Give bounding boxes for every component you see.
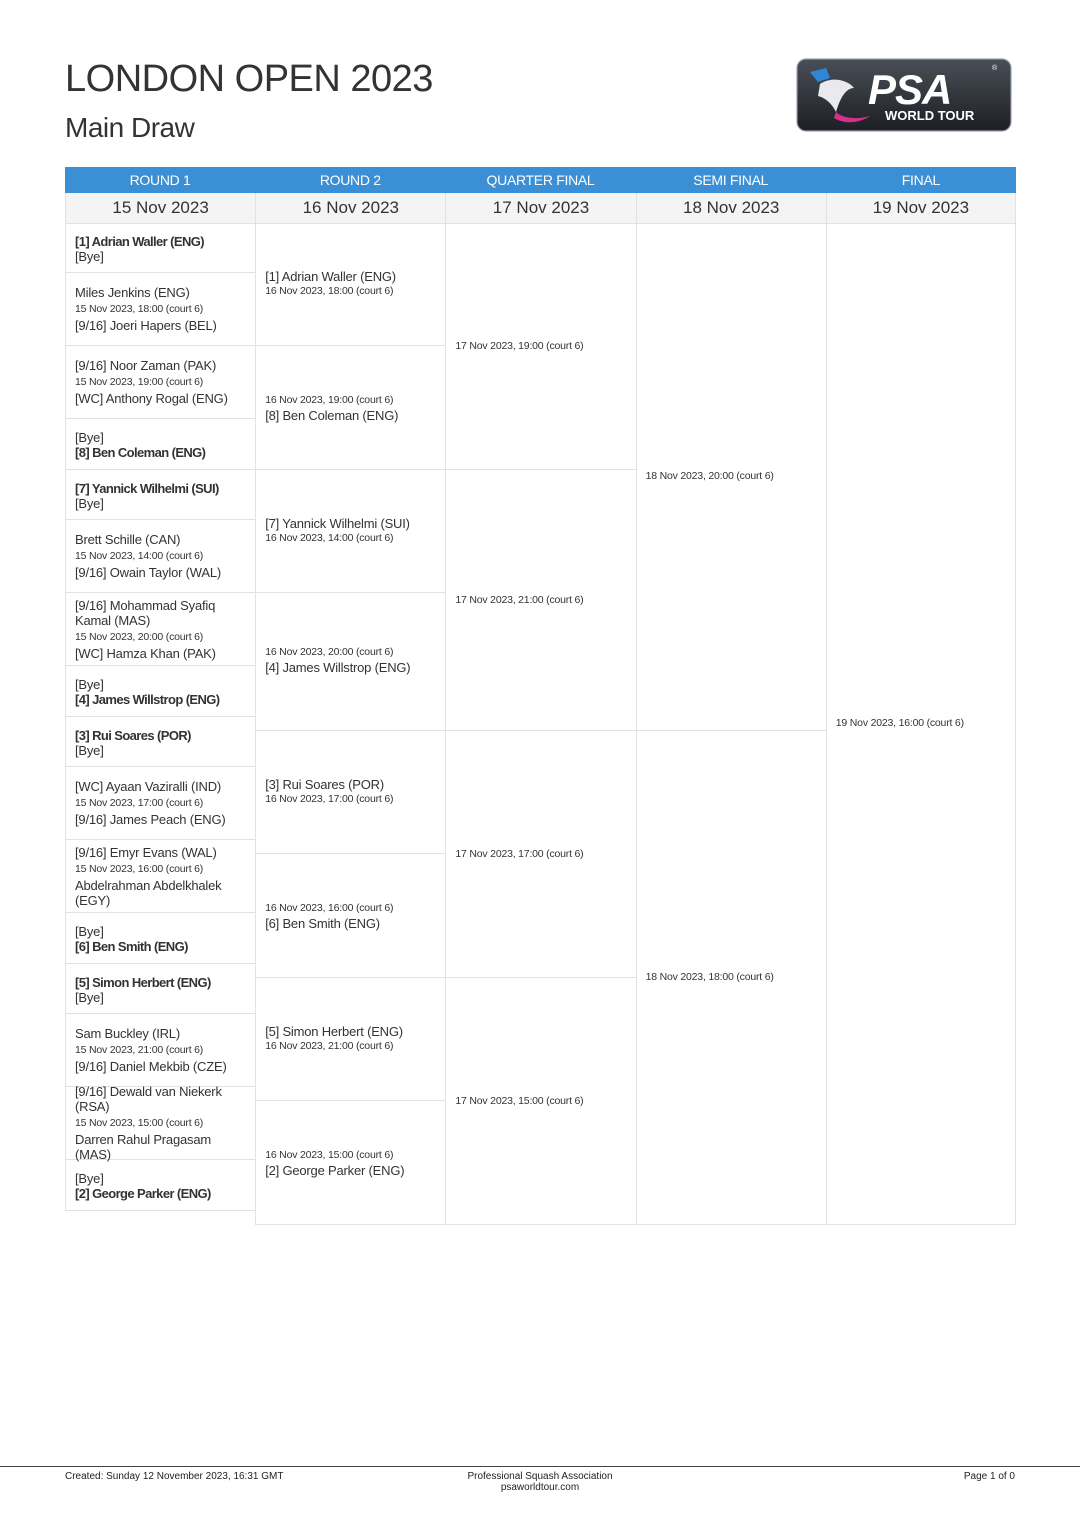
round2-match bbox=[255, 854, 445, 978]
psa-world-tour-logo bbox=[796, 58, 1012, 132]
player-name: [6] Ben Smith (ENG) bbox=[265, 916, 380, 932]
footer-org-name: Professional Squash Association bbox=[467, 1471, 613, 1482]
match-schedule: 16 Nov 2023, 16:00 (court 6) bbox=[265, 902, 394, 915]
round1-match bbox=[65, 419, 255, 470]
logo-registered-mark: ® bbox=[992, 65, 998, 72]
round1-match bbox=[65, 1084, 255, 1162]
bye-label: [Bye] bbox=[75, 990, 104, 1005]
round1-match bbox=[65, 666, 255, 717]
round2-match bbox=[255, 1101, 445, 1225]
page-title: LONDON OPEN 2023 bbox=[65, 58, 433, 100]
footer-created: Created: Sunday 12 November 2023, 16:31 GMT bbox=[65, 1471, 284, 1482]
player-name: [4] James Willstrop (ENG) bbox=[265, 660, 411, 676]
match-schedule: 17 Nov 2023, 15:00 (court 6) bbox=[455, 1094, 584, 1107]
round-date: 17 Nov 2023 bbox=[445, 193, 635, 223]
match-schedule: 16 Nov 2023, 15:00 (court 6) bbox=[265, 1149, 394, 1162]
player-name: [2] George Parker (ENG) bbox=[265, 1163, 405, 1179]
round2-match bbox=[255, 593, 445, 731]
round-label: FINAL bbox=[901, 172, 940, 188]
player-name-seeded: [1] Adrian Waller (ENG) bbox=[75, 234, 204, 249]
match-schedule: 16 Nov 2023, 21:00 (court 6) bbox=[265, 1040, 394, 1052]
player-name: [9/16] Noor Zaman (PAK) bbox=[75, 358, 217, 373]
player-name: [3] Rui Soares (POR) bbox=[265, 777, 385, 792]
round2-match bbox=[255, 470, 445, 593]
round1-match bbox=[65, 273, 255, 346]
quarter-final-match bbox=[445, 470, 635, 731]
round-date: 16 Nov 2023 bbox=[255, 193, 445, 223]
match-schedule: 17 Nov 2023, 21:00 (court 6) bbox=[455, 593, 584, 606]
round-date: 18 Nov 2023 bbox=[636, 193, 826, 223]
logo-sub-text: WORLD TOUR bbox=[885, 108, 975, 123]
round1-match bbox=[65, 767, 255, 840]
round-label: SEMI FINAL bbox=[693, 172, 769, 188]
round1-match bbox=[65, 1014, 255, 1087]
match-schedule: 15 Nov 2023, 20:00 (court 6) bbox=[75, 630, 204, 643]
player-name: [9/16] Emyr Evans (WAL) bbox=[75, 844, 217, 860]
round1-match bbox=[65, 1160, 255, 1211]
bye-label: [Bye] bbox=[75, 677, 104, 692]
round2-match bbox=[255, 978, 445, 1101]
footer-website: psaworldtour.com bbox=[500, 1482, 580, 1493]
footer-organisation bbox=[390, 1471, 690, 1493]
match-schedule: 18 Nov 2023, 20:00 (court 6) bbox=[645, 470, 774, 482]
round1-match bbox=[65, 840, 255, 913]
player-name-seeded: [7] Yannick Wilhelmi (SUI) bbox=[75, 481, 219, 496]
round2-match bbox=[255, 223, 445, 346]
player-name: [9/16] James Peach (ENG) bbox=[75, 812, 226, 827]
quarter-final-match bbox=[445, 731, 635, 978]
player-name-seeded: [6] Ben Smith (ENG) bbox=[75, 939, 188, 954]
round-date-row bbox=[65, 193, 1016, 224]
round1-match bbox=[65, 964, 255, 1014]
match-schedule: 15 Nov 2023, 15:00 (court 6) bbox=[75, 1117, 204, 1129]
player-name: [WC] Anthony Rogal (ENG) bbox=[75, 391, 228, 406]
player-name: Darren Rahul Pragasam (MAS) bbox=[75, 1132, 211, 1162]
player-name-seeded: [3] Rui Soares (POR) bbox=[75, 728, 191, 743]
player-name: [WC] Ayaan Vaziralli (IND) bbox=[75, 779, 222, 794]
round2-match bbox=[255, 731, 445, 854]
quarter-final-match bbox=[445, 978, 635, 1225]
player-name-seeded: [8] Ben Coleman (ENG) bbox=[75, 445, 206, 460]
match-schedule: 15 Nov 2023, 17:00 (court 6) bbox=[75, 797, 204, 809]
player-name: [5] Simon Herbert (ENG) bbox=[265, 1024, 403, 1039]
round1-match bbox=[65, 520, 255, 593]
round-label: QUARTER FINAL bbox=[486, 172, 595, 188]
page-subtitle: Main Draw bbox=[65, 112, 195, 143]
bye-label: [Bye] bbox=[75, 430, 104, 445]
round-label: ROUND 2 bbox=[319, 172, 381, 188]
player-name: [9/16] Joeri Hapers (BEL) bbox=[75, 318, 217, 333]
round1-match bbox=[65, 913, 255, 964]
final-match bbox=[826, 223, 1016, 1225]
bye-label: [Bye] bbox=[75, 249, 104, 264]
match-schedule: 17 Nov 2023, 19:00 (court 6) bbox=[455, 339, 584, 352]
footer-divider bbox=[0, 1466, 1080, 1467]
match-schedule: 15 Nov 2023, 14:00 (court 6) bbox=[75, 550, 204, 562]
player-name: [1] Adrian Waller (ENG) bbox=[265, 269, 396, 284]
round1-match bbox=[65, 346, 255, 419]
main-draw bbox=[65, 167, 1016, 1201]
round1-column bbox=[65, 223, 255, 1225]
quarter-final-match bbox=[445, 223, 635, 470]
player-name: [7] Yannick Wilhelmi (SUI) bbox=[265, 516, 410, 531]
footer-page-number: Page 1 of 0 bbox=[963, 1471, 1015, 1482]
logo-main-text: PSA bbox=[868, 66, 952, 113]
bye-label: [Bye] bbox=[75, 924, 104, 939]
match-schedule: 17 Nov 2023, 17:00 (court 6) bbox=[455, 847, 584, 860]
match-schedule: 15 Nov 2023, 16:00 (court 6) bbox=[75, 862, 204, 875]
match-schedule: 15 Nov 2023, 21:00 (court 6) bbox=[75, 1044, 204, 1056]
semi-final-match bbox=[636, 223, 826, 731]
semi-final-match bbox=[636, 731, 826, 1225]
round2-column bbox=[255, 223, 445, 1225]
bye-label: [Bye] bbox=[75, 1171, 104, 1186]
round1-match bbox=[65, 593, 255, 666]
match-schedule: 16 Nov 2023, 19:00 (court 6) bbox=[265, 394, 394, 407]
semi-final-column bbox=[636, 223, 826, 1225]
match-schedule: 16 Nov 2023, 18:00 (court 6) bbox=[265, 285, 394, 297]
bracket bbox=[65, 223, 1016, 1225]
player-name: Sam Buckley (IRL) bbox=[75, 1026, 180, 1041]
bye-label: [Bye] bbox=[75, 496, 104, 511]
match-schedule: 19 Nov 2023, 16:00 (court 6) bbox=[835, 717, 964, 729]
player-name: [8] Ben Coleman (ENG) bbox=[265, 408, 399, 424]
match-schedule: 16 Nov 2023, 20:00 (court 6) bbox=[265, 646, 394, 659]
player-name: [9/16] Owain Taylor (WAL) bbox=[75, 565, 221, 580]
player-name: Brett Schille (CAN) bbox=[75, 532, 181, 547]
player-name: [WC] Hamza Khan (PAK) bbox=[75, 645, 216, 661]
round2-match bbox=[255, 346, 445, 470]
round-label: ROUND 1 bbox=[129, 172, 191, 188]
match-schedule: 18 Nov 2023, 18:00 (court 6) bbox=[645, 971, 774, 983]
round1-match bbox=[65, 470, 255, 520]
player-name: [9/16] Daniel Mekbib (CZE) bbox=[75, 1059, 227, 1074]
round-date: 19 Nov 2023 bbox=[826, 193, 1016, 223]
match-schedule: 15 Nov 2023, 19:00 (court 6) bbox=[75, 376, 204, 388]
round-date: 15 Nov 2023 bbox=[65, 193, 255, 223]
player-name-seeded: [5] Simon Herbert (ENG) bbox=[75, 975, 211, 990]
player-name-seeded: [2] George Parker (ENG) bbox=[75, 1186, 211, 1201]
round1-match bbox=[65, 223, 255, 273]
match-schedule: 16 Nov 2023, 14:00 (court 6) bbox=[265, 532, 394, 544]
player-name: [9/16] Dewald van Niekerk (RSA) bbox=[75, 1084, 222, 1114]
match-schedule: 15 Nov 2023, 18:00 (court 6) bbox=[75, 303, 204, 315]
player-name: Miles Jenkins (ENG) bbox=[75, 285, 190, 300]
quarter-final-column bbox=[445, 223, 635, 1225]
round-header-row bbox=[65, 167, 1016, 193]
bye-label: [Bye] bbox=[75, 743, 104, 758]
round1-match bbox=[65, 717, 255, 767]
player-name: [9/16] Mohammad Syafiq Kamal (MAS) bbox=[75, 597, 216, 628]
player-name-seeded: [4] James Willstrop (ENG) bbox=[75, 692, 220, 707]
final-column bbox=[826, 223, 1016, 1225]
match-schedule: 16 Nov 2023, 17:00 (court 6) bbox=[265, 793, 394, 805]
player-name: Abdelrahman Abdelkhalek (EGY) bbox=[75, 877, 222, 908]
